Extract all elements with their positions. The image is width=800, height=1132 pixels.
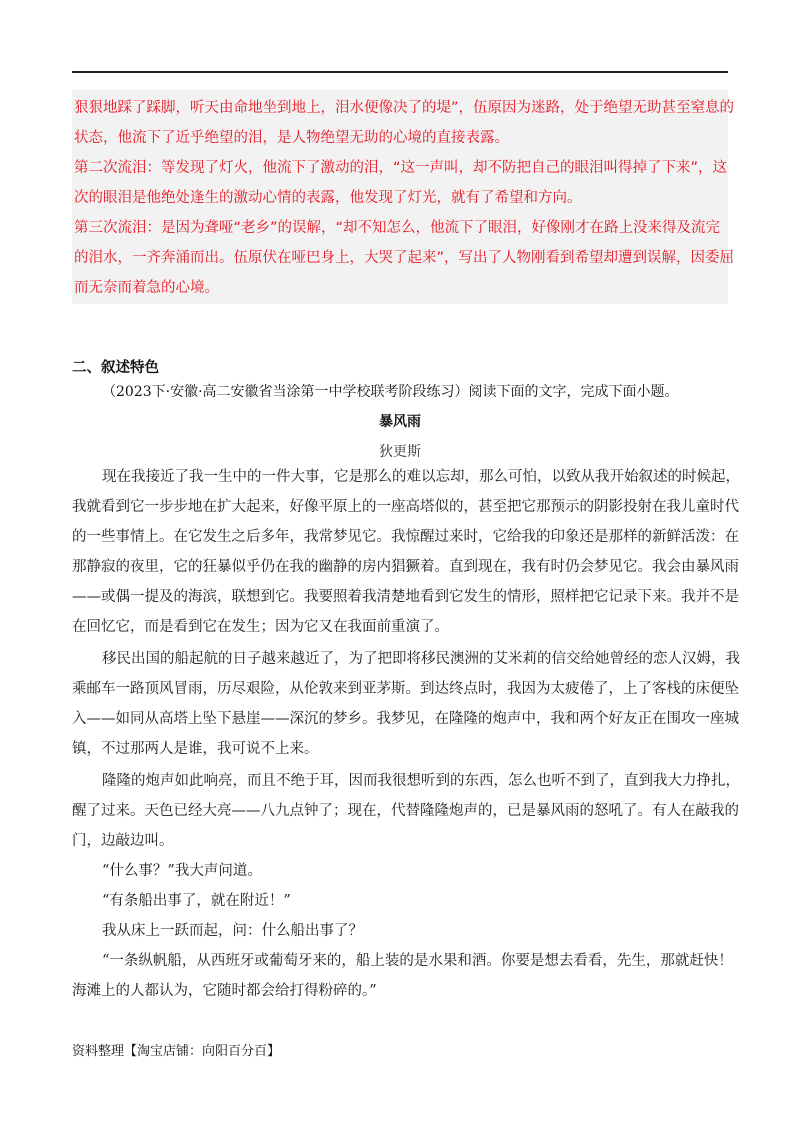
paragraph-line: 现在我接近了我一生中的一件大事，它是那么的难以忘却，那么可怕，以致从我开始叙述的时候起， bbox=[102, 469, 740, 485]
answer-line: 狠狠地踩了踩脚，听天由命地坐到地上，泪水便像决了的堤”，伍原因为迷路，处于绝望无助甚至窒息的 bbox=[74, 100, 735, 116]
paragraph-line: 移民出国的船起航的日子越来越近了，为了把即将移民澳洲的艾米莉的信交给她曾经的恋人汉姆，我 bbox=[102, 651, 740, 667]
paragraph-line: 入——如同从高塔上坠下悬崖——深沉的梦乡。我梦见，在隆隆的炮声中，我和两个好友正在围攻一座城 bbox=[72, 711, 739, 727]
answer-highlight-box bbox=[72, 90, 735, 304]
answer-line: 状态，他流下了近乎绝望的泪，是人物绝望无助的心境的直接表露。 bbox=[74, 130, 509, 146]
article-author: 狄更斯 bbox=[379, 444, 421, 460]
paragraph-line: 镇，不过那两人是谁，我可说不上来。 bbox=[72, 741, 319, 757]
paragraph-line: 门，边敲边叫。 bbox=[72, 833, 174, 849]
paragraph-line: 隆隆的炮声如此响亮，而且不绝于耳，因而我很想听到的东西，怎么也听不到了，直到我大力挣扎， bbox=[102, 773, 740, 789]
paragraph-line: 我就看到它一步步地在扩大起来，好像平原上的一座高塔似的，甚至把它那预示的阴影投射在我儿童时代 bbox=[72, 499, 739, 515]
answer-line: 第二次流泪：等发现了灯火，他流下了激动的泪，“这一声叫，却不防把自己的眼泪叫得掉了下来”，这 bbox=[74, 160, 728, 176]
top-rule bbox=[72, 71, 728, 73]
paragraph-line: 海滩上的人都认为，它随时都会给打得粉碎的。” bbox=[72, 983, 377, 999]
paragraph-line: 醒了过来。天色已经大亮——八九点钟了；现在，代替隆隆炮声的，已是暴风雨的怒吼了。有人在敲我的 bbox=[72, 803, 739, 819]
answer-line: 而无奈而着急的心境。 bbox=[74, 280, 219, 296]
paragraph-line: 那静寂的夜里，它的狂暴似乎仍在我的幽静的房内猖獗着。直到现在，我有时仍会梦见它。我会由暴风雨 bbox=[72, 559, 739, 575]
section-heading: 二、叙述特色 bbox=[72, 360, 159, 376]
paragraph-line: 在回忆它，而是看到它在发生；因为它又在我面前重演了。 bbox=[72, 619, 449, 635]
answer-line: 第三次流泪：是因为聋哑“老乡”的误解，“却不知怎么，他流下了眼泪，好像刚才在路上没来得及流完 bbox=[74, 220, 721, 236]
article-title: 暴风雨 bbox=[379, 414, 421, 430]
question-source: （2023下·安徽·高二安徽省当涂第一中学校联考阶段练习）阅读下面的文字，完成下面小题。 bbox=[102, 384, 679, 400]
paragraph-line: ——或偶一提及的海滨，联想到它。我要照着我清楚地看到它发生的情形，照样把它记录下来。我并不是 bbox=[72, 589, 739, 605]
answer-line: 次的眼泪是他绝处逢生的激动心情的表露，他发现了灯光，就有了希望和方向。 bbox=[74, 190, 582, 206]
paragraph-line: 的一些事情上。在它发生之后多年，我常梦见它。我惊醒过来时，它给我的印象还是那样的新鲜活泼：在 bbox=[72, 529, 739, 545]
paragraph-line: 我从床上一跃而起，问：什么船出事了？ bbox=[102, 923, 363, 939]
footer-note: 资料整理【淘宝店铺：向阳百分百】 bbox=[72, 1044, 281, 1059]
answer-line: 的泪水，一齐奔涌而出。伍原伏在哑巴身上，大哭了起来”，写出了人物刚看到希望却遭到误解，因委屈 bbox=[74, 250, 735, 266]
paragraph-line: “有条船出事了，就在附近！” bbox=[102, 893, 291, 909]
paragraph-line: 乘邮车一路顶风冒雨，历尽艰险，从伦敦来到亚茅斯。到达终点时，我因为太疲倦了，上了客栈的床便坠 bbox=[72, 681, 739, 697]
paragraph-line: “什么事？”我大声问道。 bbox=[102, 863, 262, 879]
paragraph-line: “一条纵帆船，从西班牙或葡萄牙来的，船上装的是水果和酒。你要是想去看看，先生，那就赶快！ bbox=[102, 953, 733, 969]
